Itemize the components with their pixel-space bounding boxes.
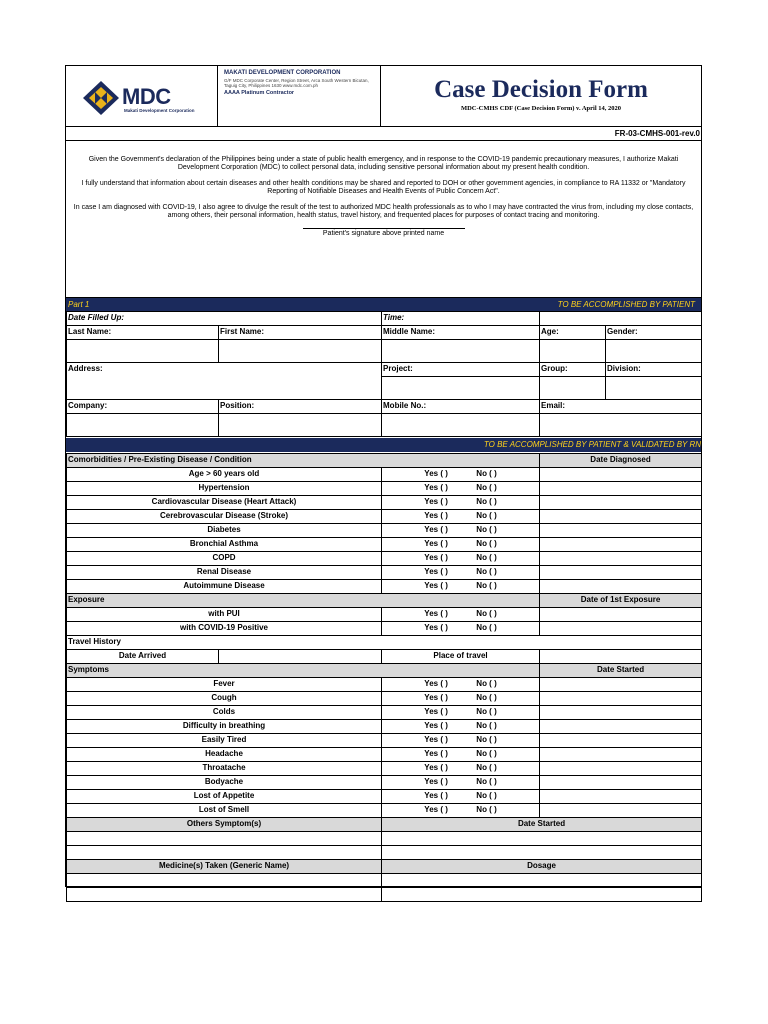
yes-option[interactable]: Yes ( ) xyxy=(424,791,448,800)
part1-bar xyxy=(66,298,701,312)
exposure-date-header: Date of 1st Exposure xyxy=(540,594,702,608)
no-option[interactable]: No ( ) xyxy=(476,749,497,758)
yes-option[interactable]: Yes ( ) xyxy=(424,763,448,772)
page-title: Case Decision Form xyxy=(434,76,648,103)
part2-note: TO BE ACCOMPLISHED BY PATIENT & VALIDATED BY RN xyxy=(483,440,701,449)
comorbidity-row xyxy=(67,538,702,552)
page-subtitle: MDC-CMHS CDF (Case Decision Form) v. April 14, 2020 xyxy=(460,105,622,112)
yes-option[interactable]: Yes ( ) xyxy=(424,679,448,688)
project-label: Project: xyxy=(382,363,540,377)
others-row xyxy=(67,846,702,860)
symptom-date-field[interactable] xyxy=(540,804,702,818)
dosage-field[interactable] xyxy=(382,888,702,902)
medicine-row xyxy=(67,874,702,888)
position-label: Position: xyxy=(219,400,382,414)
project-field[interactable] xyxy=(382,377,540,400)
no-option[interactable]: No ( ) xyxy=(476,791,497,800)
yes-option[interactable]: Yes ( ) xyxy=(424,707,448,716)
comorbidity-yes-no[interactable] xyxy=(382,482,540,496)
comorbidity-label: Age > 60 years old xyxy=(67,468,382,482)
mobile-label: Mobile No.: xyxy=(382,400,540,414)
yes-option[interactable]: Yes ( ) xyxy=(424,553,448,562)
comorbidity-yes-no[interactable] xyxy=(382,552,540,566)
company-label: Company: xyxy=(67,400,219,414)
address-label: Address: xyxy=(68,364,103,373)
yes-option[interactable]: Yes ( ) xyxy=(424,539,448,548)
place-of-travel-field[interactable] xyxy=(540,650,702,664)
health-table xyxy=(66,453,702,902)
others-date-field[interactable] xyxy=(382,846,702,860)
first-name-field[interactable] xyxy=(219,340,382,363)
symptom-label: Headache xyxy=(67,748,382,762)
comorbidity-date-field[interactable] xyxy=(540,524,702,538)
gender-field[interactable] xyxy=(606,340,702,363)
no-option[interactable]: No ( ) xyxy=(476,721,497,730)
medicine-row xyxy=(67,888,702,902)
comorbidity-row xyxy=(67,566,702,580)
exposure-date-field[interactable] xyxy=(540,622,702,636)
comorbidity-row xyxy=(67,552,702,566)
symptom-label: Easily Tired xyxy=(67,734,382,748)
no-option[interactable]: No ( ) xyxy=(476,623,497,632)
no-option[interactable]: No ( ) xyxy=(476,763,497,772)
group-field[interactable] xyxy=(540,377,606,400)
exposure-row xyxy=(67,608,702,622)
signature-line[interactable] xyxy=(303,228,465,229)
comorbidity-yes-no[interactable] xyxy=(382,468,540,482)
comorbidity-label: Diabetes xyxy=(67,524,382,538)
date-arrived-label: Date Arrived xyxy=(67,650,219,664)
exposure-yes-no[interactable] xyxy=(382,622,540,636)
comorbidity-label: Renal Disease xyxy=(67,566,382,580)
exposure-date-field[interactable] xyxy=(540,608,702,622)
symptom-date-field[interactable] xyxy=(540,776,702,790)
travel-header-row xyxy=(67,636,702,650)
email-field[interactable] xyxy=(540,414,702,437)
comorbidity-date-field[interactable] xyxy=(540,538,702,552)
no-option[interactable]: No ( ) xyxy=(476,567,497,576)
no-option[interactable]: No ( ) xyxy=(476,805,497,814)
comorbidity-date-field[interactable] xyxy=(540,468,702,482)
others-symptom-field[interactable] xyxy=(67,832,382,846)
comorbidity-yes-no[interactable] xyxy=(382,538,540,552)
symptom-row xyxy=(67,748,702,762)
comorbidity-date-field[interactable] xyxy=(540,482,702,496)
comorbidity-yes-no[interactable] xyxy=(382,524,540,538)
division-field[interactable] xyxy=(606,377,702,400)
others-header: Others Symptom(s) xyxy=(67,818,382,832)
symptom-row xyxy=(67,790,702,804)
yes-option[interactable]: Yes ( ) xyxy=(424,623,448,632)
yes-option[interactable]: Yes ( ) xyxy=(424,735,448,744)
signature-block xyxy=(72,228,695,238)
logo-subtext: Makati Development Corporation xyxy=(124,108,195,113)
yes-option[interactable]: Yes ( ) xyxy=(424,469,448,478)
yes-option[interactable]: Yes ( ) xyxy=(424,525,448,534)
yes-option[interactable]: Yes ( ) xyxy=(424,511,448,520)
symptom-yes-no[interactable] xyxy=(382,706,540,720)
no-option[interactable]: No ( ) xyxy=(476,693,497,702)
corp-name: MAKATI DEVELOPMENT CORPORATION xyxy=(224,70,341,76)
form-code: FR-03-CMHS-001-rev.0 xyxy=(66,127,701,141)
comorbidity-label: Hypertension xyxy=(67,482,382,496)
symptom-yes-no[interactable] xyxy=(382,804,540,818)
comorbidity-row xyxy=(67,580,702,594)
comorbidity-row xyxy=(67,524,702,538)
mdc-logo xyxy=(66,66,218,127)
others-date-field[interactable] xyxy=(382,832,702,846)
symptom-date-field[interactable] xyxy=(540,692,702,706)
part1-note: TO BE ACCOMPLISHED BY PATIENT xyxy=(557,300,695,309)
logo-wordmark: MDC xyxy=(122,84,171,109)
division-label: Division: xyxy=(606,363,702,377)
symptom-label: Colds xyxy=(67,706,382,720)
symptom-header-row xyxy=(67,664,702,678)
comorbidity-label: COPD xyxy=(67,552,382,566)
group-label: Group: xyxy=(540,363,606,377)
yes-option[interactable]: Yes ( ) xyxy=(424,581,448,590)
symptom-yes-no[interactable] xyxy=(382,678,540,692)
no-option[interactable]: No ( ) xyxy=(476,483,497,492)
comorbidity-yes-no[interactable] xyxy=(382,496,540,510)
symptom-date-field[interactable] xyxy=(540,790,702,804)
symptom-row xyxy=(67,776,702,790)
mdc-logo-icon xyxy=(82,80,120,116)
corporate-info xyxy=(218,66,381,127)
time-label[interactable]: Time: xyxy=(382,312,540,326)
symptom-yes-no[interactable] xyxy=(382,748,540,762)
symptom-label: Fever xyxy=(67,678,382,692)
dosage-header: Dosage xyxy=(382,860,702,874)
exposure-row xyxy=(67,622,702,636)
age-field[interactable] xyxy=(540,340,606,363)
medicine-header: Medicine(s) Taken (Generic Name) xyxy=(67,860,382,874)
symptom-row xyxy=(67,706,702,720)
symptom-yes-no[interactable] xyxy=(382,790,540,804)
comorbidity-yes-no[interactable] xyxy=(382,580,540,594)
exposure-header-row xyxy=(67,594,702,608)
exposure-header: Exposure xyxy=(67,594,540,608)
others-header-row xyxy=(67,818,702,832)
comorbidity-header-row xyxy=(67,454,702,468)
symptom-yes-no[interactable] xyxy=(382,734,540,748)
no-option[interactable]: No ( ) xyxy=(476,469,497,478)
no-option[interactable]: No ( ) xyxy=(476,707,497,716)
travel-row xyxy=(67,650,702,664)
comorbidity-date-field[interactable] xyxy=(540,552,702,566)
comorbidity-yes-no[interactable] xyxy=(382,510,540,524)
yes-option[interactable]: Yes ( ) xyxy=(424,777,448,786)
no-option[interactable]: No ( ) xyxy=(476,735,497,744)
last-name-field[interactable] xyxy=(67,340,219,363)
symptom-row xyxy=(67,762,702,776)
consent-statement xyxy=(66,141,701,298)
no-option[interactable]: No ( ) xyxy=(476,497,497,506)
yes-option[interactable]: Yes ( ) xyxy=(424,609,448,618)
exposure-yes-no[interactable] xyxy=(382,608,540,622)
others-row xyxy=(67,832,702,846)
no-option[interactable]: No ( ) xyxy=(476,539,497,548)
middle-name-label: Middle Name: xyxy=(382,326,540,340)
comorbidity-row xyxy=(67,482,702,496)
symptom-row xyxy=(67,804,702,818)
no-option[interactable]: No ( ) xyxy=(476,511,497,520)
exposure-label: with PUI xyxy=(67,608,382,622)
consent-paragraph-3: In case I am diagnosed with COVID-19, I also agree to divulge the result of the test to authorized MDC health professionals as to who I may have contracted the virus from, including my close contacts, among others, their personal information, health status, travel history, and frequented places for purposes of contact tracing and monitoring. xyxy=(73,203,694,219)
company-field[interactable] xyxy=(67,414,219,437)
symptom-yes-no[interactable] xyxy=(382,692,540,706)
comorbidity-date-field[interactable] xyxy=(540,566,702,580)
patient-info-table xyxy=(66,311,702,437)
comorbidity-label: Cardiovascular Disease (Heart Attack) xyxy=(67,496,382,510)
comorbidity-date-field[interactable] xyxy=(540,496,702,510)
symptom-yes-no[interactable] xyxy=(382,720,540,734)
medicine-field[interactable] xyxy=(67,888,382,902)
symptom-date-header: Date Started xyxy=(540,664,702,678)
title-block xyxy=(381,66,701,127)
comorbidity-row xyxy=(67,468,702,482)
part1-label: Part 1 xyxy=(68,300,90,309)
middle-name-field[interactable] xyxy=(382,340,540,363)
symptom-label: Difficulty in breathing xyxy=(67,720,382,734)
yes-option[interactable]: Yes ( ) xyxy=(424,693,448,702)
time-field[interactable] xyxy=(540,312,702,326)
others-symptom-field[interactable] xyxy=(67,846,382,860)
symptom-label: Bodyache xyxy=(67,776,382,790)
symptom-row xyxy=(67,720,702,734)
others-date-header: Date Started xyxy=(382,818,702,832)
symptom-label: Lost of Smell xyxy=(67,804,382,818)
corp-address: G/F MDC Corporate Center, Region Street, Arca South Western Bicutan, Taguig City, Philippines 1630 www.mdc.com.ph xyxy=(224,78,369,89)
address-field[interactable] xyxy=(67,363,382,400)
comorbidity-row xyxy=(67,510,702,524)
no-option[interactable]: No ( ) xyxy=(476,679,497,688)
yes-option[interactable]: Yes ( ) xyxy=(424,497,448,506)
symptom-label: Throatache xyxy=(67,762,382,776)
symptom-date-field[interactable] xyxy=(540,748,702,762)
comorbidity-label: Bronchial Asthma xyxy=(67,538,382,552)
symptom-row xyxy=(67,734,702,748)
symptom-label: Cough xyxy=(67,692,382,706)
exposure-label: with COVID-19 Positive xyxy=(67,622,382,636)
email-label: Email: xyxy=(540,400,702,414)
no-option[interactable]: No ( ) xyxy=(476,553,497,562)
symptom-header: Symptoms xyxy=(67,664,540,678)
symptom-date-field[interactable] xyxy=(540,762,702,776)
consent-paragraph-2: I fully understand that information about certain diseases and other health conditions may be shared and reported to DOH or other government agencies, in compliance to RA 11332 or "Mandatory Reporting of Notifiable Diseases and Health Events of Public Concern Act". xyxy=(81,179,686,196)
symptom-yes-no[interactable] xyxy=(382,762,540,776)
comorbidity-date-field[interactable] xyxy=(540,510,702,524)
symptom-date-field[interactable] xyxy=(540,706,702,720)
travel-header: Travel History xyxy=(67,636,702,650)
symptom-date-field[interactable] xyxy=(540,734,702,748)
symptom-date-field[interactable] xyxy=(540,720,702,734)
position-field[interactable] xyxy=(219,414,382,437)
part2-bar xyxy=(66,438,701,452)
medicine-header-row xyxy=(67,860,702,874)
symptom-label: Lost of Appetite xyxy=(67,790,382,804)
place-of-travel-label: Place of travel xyxy=(382,650,540,664)
symptom-row xyxy=(67,692,702,706)
date-filled-label[interactable]: Date Filled Up: xyxy=(67,312,382,326)
yes-option[interactable]: Yes ( ) xyxy=(424,805,448,814)
comorbidity-yes-no[interactable] xyxy=(382,566,540,580)
symptom-row xyxy=(67,678,702,692)
comorbidity-date-field[interactable] xyxy=(540,580,702,594)
comorbidity-label: Cerebrovascular Disease (Stroke) xyxy=(67,510,382,524)
last-name-label: Last Name: xyxy=(67,326,219,340)
first-name-label: First Name: xyxy=(219,326,382,340)
comorbidity-date-header: Date Diagnosed xyxy=(540,454,702,468)
corp-tagline: AAAA Platinum Contractor xyxy=(224,90,295,97)
comorbidity-label: Autoimmune Disease xyxy=(67,580,382,594)
symptom-yes-no[interactable] xyxy=(382,776,540,790)
no-option[interactable]: No ( ) xyxy=(476,609,497,618)
symptom-date-field[interactable] xyxy=(540,678,702,692)
no-option[interactable]: No ( ) xyxy=(476,525,497,534)
yes-option[interactable]: Yes ( ) xyxy=(424,483,448,492)
yes-option[interactable]: Yes ( ) xyxy=(424,721,448,730)
dosage-field[interactable] xyxy=(382,874,702,888)
yes-option[interactable]: Yes ( ) xyxy=(424,749,448,758)
yes-option[interactable]: Yes ( ) xyxy=(424,567,448,576)
signature-label: Patient's signature above printed name xyxy=(322,230,445,238)
mobile-field[interactable] xyxy=(382,414,540,437)
age-label: Age: xyxy=(540,326,606,340)
medicine-field[interactable] xyxy=(67,874,382,888)
comorbidity-header: Comorbidities / Pre-Existing Disease / Condition xyxy=(67,454,540,468)
no-option[interactable]: No ( ) xyxy=(476,581,497,590)
gender-label: Gender: xyxy=(606,326,702,340)
comorbidity-row xyxy=(67,496,702,510)
case-decision-form xyxy=(65,65,702,887)
date-arrived-field[interactable] xyxy=(219,650,382,664)
consent-paragraph-1: Given the Government's declaration of the Philippines being under a state of public health emergency, and in response to the COVID-19 pandemic precautionary measures, I authorize Makati Development Corporation (MDC) to collect personal data, including sensitive personal information about my present health condition. xyxy=(88,156,679,172)
no-option[interactable]: No ( ) xyxy=(476,777,497,786)
